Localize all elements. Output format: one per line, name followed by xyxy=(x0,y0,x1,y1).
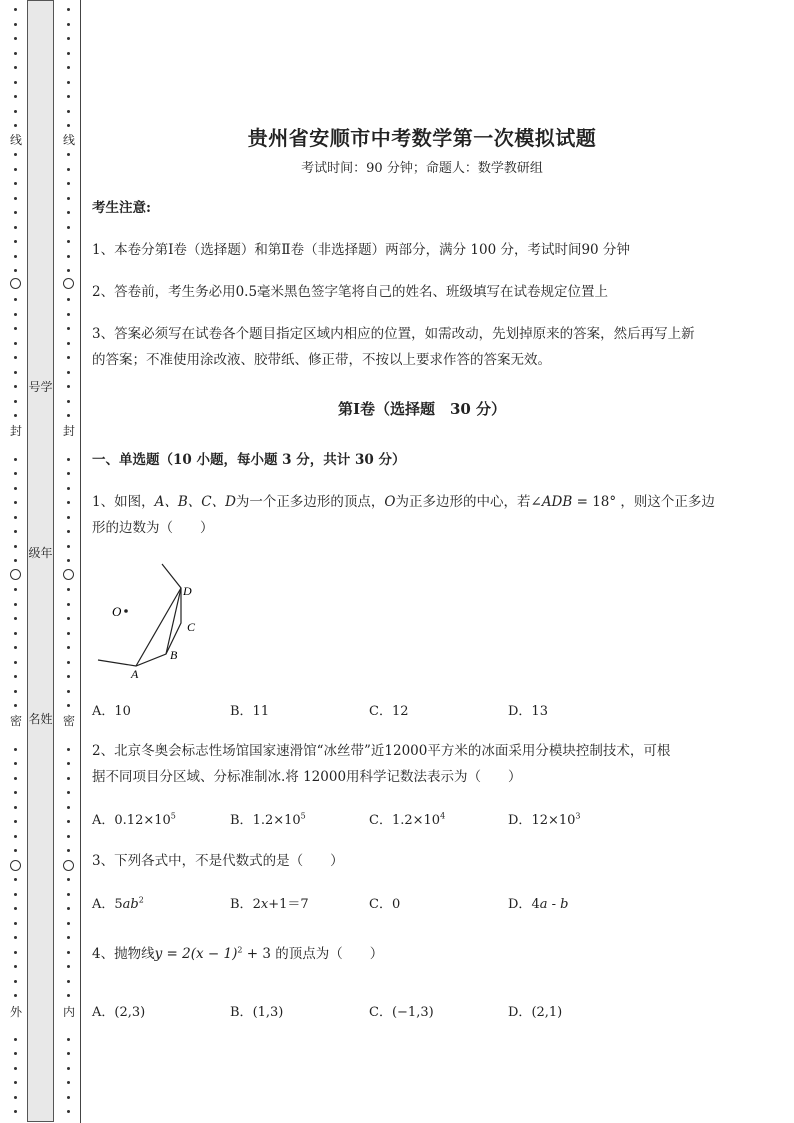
margin-dot xyxy=(14,1081,17,1084)
margin-dot xyxy=(14,414,17,417)
grade-label: 级年 xyxy=(28,546,53,560)
margin-dot xyxy=(67,936,70,939)
margin-dot xyxy=(14,936,17,939)
margin-dot xyxy=(14,8,17,11)
margin-marker-xian: 线 xyxy=(9,133,22,147)
q4-option-c[interactable]: C．(−1,3) xyxy=(369,1005,434,1020)
margin-dot xyxy=(67,501,70,504)
margin-dot xyxy=(67,458,70,461)
margin-dot xyxy=(67,922,70,925)
margin-dot xyxy=(14,559,17,562)
margin-dot xyxy=(14,994,17,997)
q1-option-d[interactable]: D．13 xyxy=(508,704,548,719)
margin-marker-wai: 外 xyxy=(9,1005,22,1019)
margin-dot xyxy=(67,385,70,388)
margin-dot xyxy=(67,994,70,997)
question-2-stem: 2、北京冬奥会标志性场馆国家速滑馆“冰丝带”近12000平方米的冰面采用分模块控制技术，可根 xyxy=(92,743,671,759)
margin-dot xyxy=(67,240,70,243)
margin-dot xyxy=(67,472,70,475)
question-1-stem-cont: 形的边数为（ ） xyxy=(92,520,214,536)
margin-dot xyxy=(14,603,17,606)
margin-dot xyxy=(14,313,17,316)
margin-marker-feng-inner: 封 xyxy=(62,424,75,438)
polygon-figure xyxy=(92,560,222,685)
student-info-strip xyxy=(27,0,54,1122)
margin-dot xyxy=(67,1052,70,1055)
margin-dot xyxy=(14,646,17,649)
margin-dot xyxy=(67,182,70,185)
punch-hole-circle xyxy=(10,569,21,580)
margin-dot xyxy=(14,110,17,113)
margin-dot xyxy=(14,806,17,809)
margin-dot xyxy=(14,124,17,127)
margin-dot xyxy=(67,545,70,548)
q3-option-d[interactable]: D．4a - b xyxy=(508,897,569,912)
margin-dot xyxy=(67,1110,70,1113)
q2-option-a[interactable]: A．$0.12\times 10^5$ xyxy=(92,811,176,828)
margin-dot xyxy=(14,617,17,620)
margin-dot xyxy=(14,1038,17,1041)
label-a: A xyxy=(131,667,139,681)
margin-dot xyxy=(67,530,70,533)
margin-marker-mi: 密 xyxy=(9,714,22,728)
margin-dot xyxy=(67,1096,70,1099)
margin-dot xyxy=(67,342,70,345)
margin-dot xyxy=(14,458,17,461)
margin-dot xyxy=(14,153,17,156)
q1-option-a[interactable]: A．10 xyxy=(92,704,131,719)
part-heading: 一、单选题（10 小题，每小题 3 分，共计 30 分） xyxy=(92,452,406,468)
q1-option-b[interactable]: B．11 xyxy=(230,704,270,719)
margin-dot xyxy=(67,226,70,229)
margin-dot xyxy=(14,980,17,983)
margin-dot xyxy=(14,356,17,359)
margin-dot xyxy=(14,632,17,635)
margin-dot xyxy=(14,965,17,968)
margin-dot xyxy=(67,820,70,823)
margin-dot xyxy=(14,255,17,258)
exam-subtitle: 考试时间：90 分钟；命题人：数学教研组 xyxy=(301,161,543,176)
margin-dot xyxy=(14,95,17,98)
margin-dot xyxy=(14,371,17,374)
binding-margin xyxy=(0,0,84,1123)
margin-dot xyxy=(14,81,17,84)
question-1-stem: 1、如图，A、B、C、D为一个正多边形的顶点，O为正多边形的中心，若∠ADB = 18° ，则这个正多边 xyxy=(92,494,715,510)
margin-dot xyxy=(14,327,17,330)
margin-dot xyxy=(14,690,17,693)
question-4-stem: 4、抛物线$y = 2(x - 1)^2 + 3$ 的顶点为（ ） xyxy=(92,945,384,962)
margin-dot xyxy=(67,907,70,910)
margin-marker-xian-inner: 线 xyxy=(62,133,75,147)
margin-dot xyxy=(14,298,17,301)
margin-dot xyxy=(67,1038,70,1041)
q3-option-c[interactable]: C．0 xyxy=(369,897,401,912)
margin-dot xyxy=(14,52,17,55)
center-point xyxy=(124,609,128,613)
margin-dot xyxy=(67,211,70,214)
q4-option-a[interactable]: A．(2,3) xyxy=(92,1005,146,1020)
segment-bd xyxy=(166,588,181,654)
note-item-1: 1、本卷分第Ⅰ卷（选择题）和第Ⅱ卷（非选择题）两部分，满分 100 分，考试时间90 分钟 xyxy=(92,242,630,258)
question-3-stem: 3、下列各式中，不是代数式的是（ ） xyxy=(92,853,344,869)
polygon-edges xyxy=(98,564,181,666)
margin-dot xyxy=(67,516,70,519)
section-title: 第Ⅰ卷（选择题 30 分） xyxy=(337,400,507,418)
q2-option-d[interactable]: D．$12\times 10^3$ xyxy=(508,811,581,828)
inner-dotted-line xyxy=(62,0,76,1123)
margin-dot xyxy=(14,168,17,171)
margin-dot xyxy=(67,37,70,40)
margin-dot xyxy=(14,197,17,200)
margin-dot xyxy=(14,820,17,823)
exam-title: 贵州省安顺市中考数学第一次模拟试题 xyxy=(247,126,597,150)
note-item-3: 3、答案必须写在试卷各个题目指定区域内相应的位置，如需改动，先划掉原来的答案，然后再写上新 xyxy=(92,326,695,342)
margin-dot xyxy=(14,516,17,519)
margin-dot xyxy=(67,661,70,664)
margin-dot xyxy=(14,1067,17,1070)
margin-dot xyxy=(67,66,70,69)
q2-option-c[interactable]: C．$1.2\times 10^4$ xyxy=(369,811,446,828)
margin-dot xyxy=(14,748,17,751)
margin-dot xyxy=(14,588,17,591)
margin-dot xyxy=(67,1067,70,1070)
margin-dot xyxy=(14,1110,17,1113)
margin-dot xyxy=(67,646,70,649)
punch-hole-circle xyxy=(10,278,21,289)
margin-dot xyxy=(14,777,17,780)
margin-dot xyxy=(14,704,17,707)
margin-dot xyxy=(67,414,70,417)
margin-dot xyxy=(67,81,70,84)
margin-dot xyxy=(67,632,70,635)
q3-option-a[interactable]: A．$5ab^2$ xyxy=(92,895,144,912)
margin-dot xyxy=(67,704,70,707)
margin-dot xyxy=(14,211,17,214)
margin-dot xyxy=(14,835,17,838)
margin-dot xyxy=(14,893,17,896)
outer-dotted-line xyxy=(9,0,23,1123)
margin-dot xyxy=(14,182,17,185)
margin-dot xyxy=(14,240,17,243)
margin-dot xyxy=(67,23,70,26)
margin-dot xyxy=(67,849,70,852)
punch-hole-circle xyxy=(63,278,74,289)
margin-dot xyxy=(67,197,70,200)
margin-dot xyxy=(67,762,70,765)
q4-option-d[interactable]: D．(2,1) xyxy=(508,1005,563,1020)
margin-dot xyxy=(67,95,70,98)
margin-dot xyxy=(14,907,17,910)
margin-dot xyxy=(67,777,70,780)
label-b: B xyxy=(170,648,178,662)
margin-dot xyxy=(67,1081,70,1084)
margin-dot xyxy=(14,37,17,40)
punch-hole-circle xyxy=(10,860,21,871)
margin-dot xyxy=(67,487,70,490)
label-d: D xyxy=(183,584,192,598)
margin-dot xyxy=(67,313,70,316)
margin-dot xyxy=(67,835,70,838)
margin-dot xyxy=(14,400,17,403)
q3-option-b[interactable]: B．2x+1＝7 xyxy=(230,897,309,912)
margin-dot xyxy=(14,23,17,26)
margin-dot xyxy=(67,255,70,258)
margin-marker-nei: 内 xyxy=(62,1005,75,1019)
q2-option-b[interactable]: B．$1.2\times 10^5$ xyxy=(230,811,306,828)
margin-dot xyxy=(14,922,17,925)
margin-dot xyxy=(67,400,70,403)
label-o: O xyxy=(112,604,122,619)
parabola-formula: y = 2(x − 1) xyxy=(154,946,238,962)
margin-marker-mi-inner: 密 xyxy=(62,714,75,728)
margin-marker-feng: 封 xyxy=(9,424,22,438)
note-item-2: 2、答卷前，考生务必用0.5毫米黑色签字笔将自己的姓名、班级填写在试卷规定位置上 xyxy=(92,284,609,300)
margin-dot xyxy=(67,52,70,55)
margin-dot xyxy=(67,124,70,127)
margin-dot xyxy=(67,327,70,330)
margin-dot xyxy=(14,878,17,881)
margin-dot xyxy=(67,748,70,751)
margin-dot xyxy=(14,661,17,664)
student-number-label: 号学 xyxy=(28,380,53,394)
margin-dot xyxy=(67,588,70,591)
margin-dot xyxy=(67,980,70,983)
margin-border-line xyxy=(80,0,81,1123)
margin-dot xyxy=(14,791,17,794)
margin-dot xyxy=(14,545,17,548)
margin-dot xyxy=(67,878,70,881)
margin-dot xyxy=(14,385,17,388)
note-item-3-cont: 的答案；不准使用涂改液、胶带纸、修正带，不按以上要求作答的答案无效。 xyxy=(92,352,551,368)
margin-dot xyxy=(67,965,70,968)
margin-dot xyxy=(67,690,70,693)
margin-dot xyxy=(14,342,17,345)
q4-option-b[interactable]: B．(1,3) xyxy=(230,1005,284,1020)
margin-dot xyxy=(67,110,70,113)
margin-dot xyxy=(67,298,70,301)
notes-heading: 考生注意: xyxy=(92,200,151,216)
margin-dot xyxy=(67,8,70,11)
margin-dot xyxy=(14,951,17,954)
margin-dot xyxy=(14,762,17,765)
margin-dot xyxy=(67,168,70,171)
margin-dot xyxy=(14,530,17,533)
margin-dot xyxy=(67,951,70,954)
margin-dot xyxy=(67,559,70,562)
margin-dot xyxy=(67,603,70,606)
margin-dot xyxy=(67,675,70,678)
margin-dot xyxy=(67,806,70,809)
question-2-stem-cont: 据不同项目分区域、分标准制冰.将 12000用科学记数法表示为（ ） xyxy=(92,769,522,785)
margin-dot xyxy=(67,617,70,620)
margin-dot xyxy=(14,487,17,490)
margin-dot xyxy=(67,153,70,156)
margin-dot xyxy=(14,472,17,475)
margin-dot xyxy=(67,356,70,359)
punch-hole-circle xyxy=(63,860,74,871)
margin-dot xyxy=(14,849,17,852)
margin-dot xyxy=(14,1052,17,1055)
margin-dot xyxy=(14,501,17,504)
margin-dot xyxy=(67,269,70,272)
punch-hole-circle xyxy=(63,569,74,580)
margin-dot xyxy=(67,893,70,896)
margin-dot xyxy=(14,269,17,272)
label-c: C xyxy=(187,620,196,634)
margin-dot xyxy=(67,791,70,794)
margin-dot xyxy=(14,1096,17,1099)
name-label: 名姓 xyxy=(28,712,53,726)
margin-dot xyxy=(14,66,17,69)
margin-dot xyxy=(67,371,70,374)
margin-dot xyxy=(14,226,17,229)
margin-dot xyxy=(14,675,17,678)
q1-option-c[interactable]: C．12 xyxy=(369,704,409,719)
